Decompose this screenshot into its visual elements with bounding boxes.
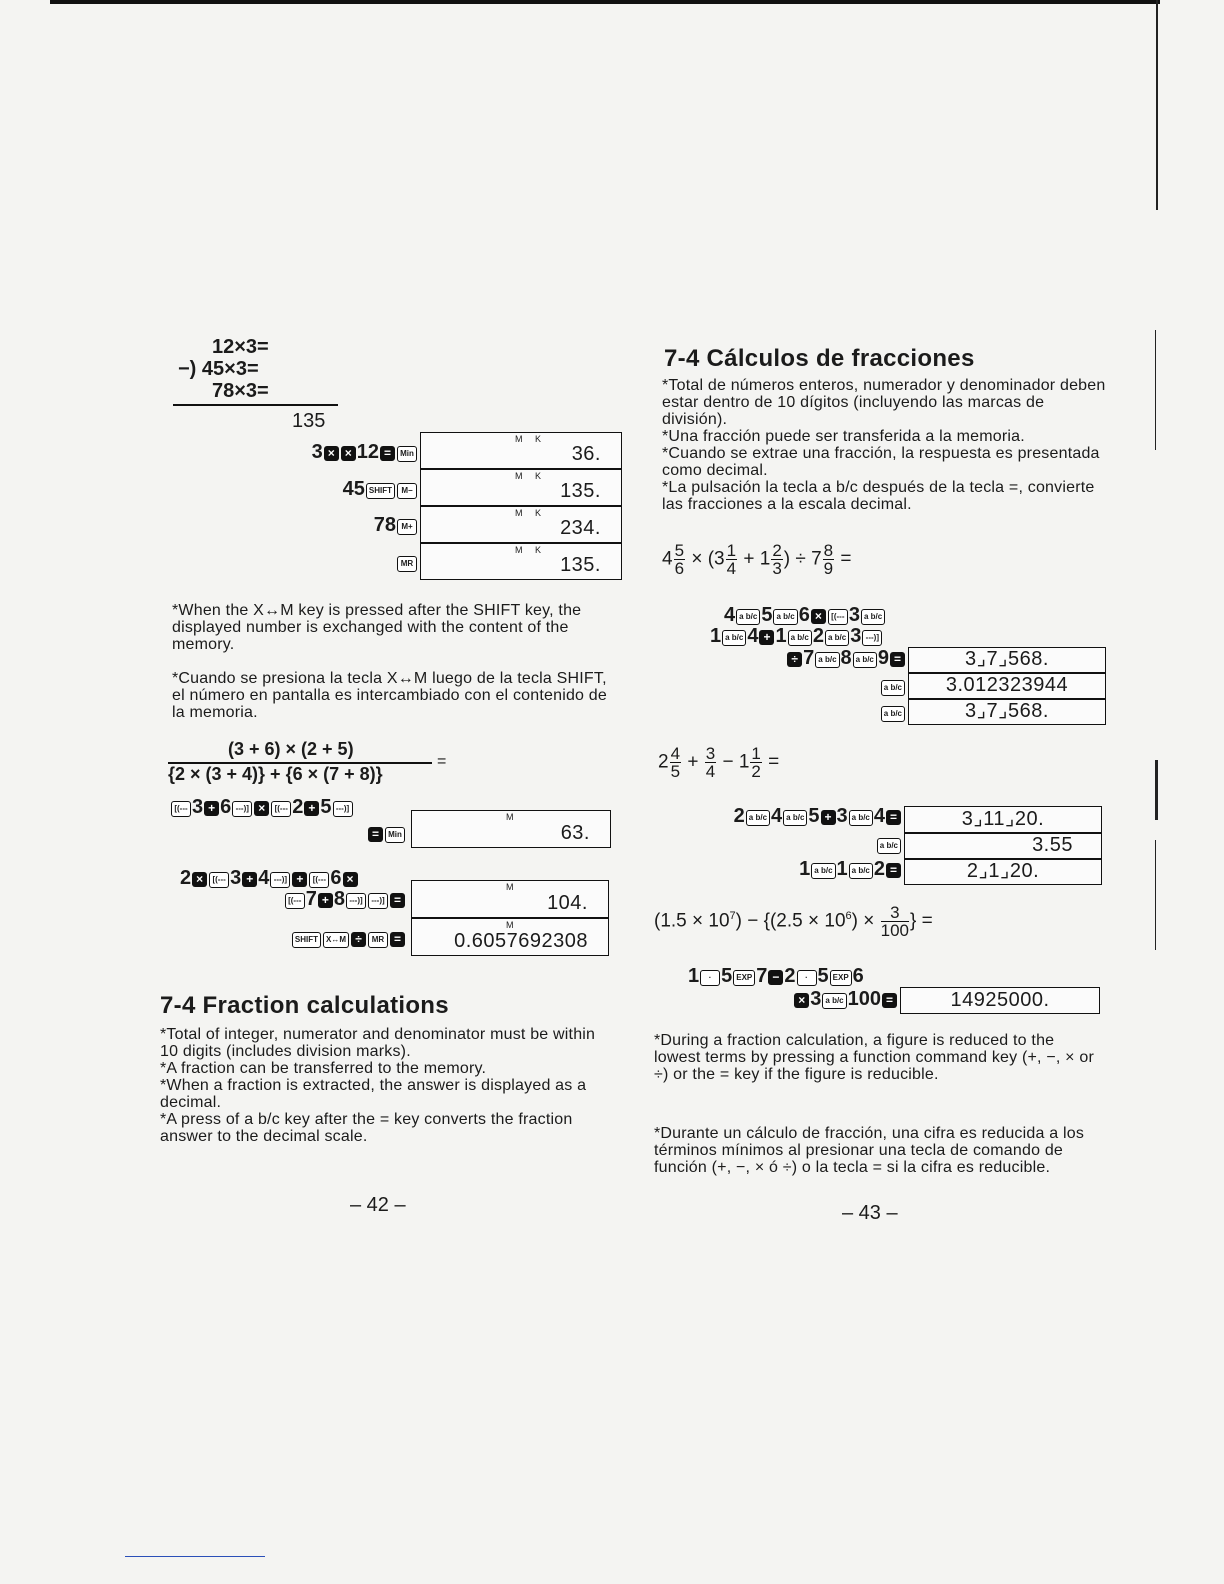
lcd-display <box>904 833 1102 859</box>
lcd-display <box>420 543 622 580</box>
bullet-item: *Total de números enteros, numerador y denominador deben estar dentro de 10 dígitos (incluyendo las marcas de división). <box>662 377 1106 428</box>
bullet-item: *When a fraction is extracted, the answer is displayed as a decimal. <box>160 1077 587 1111</box>
bullet-item: *Cuando se extrae una fracción, la respuesta es presentada como decimal. <box>662 445 1100 479</box>
display-value: 3⌟11⌟20. <box>961 808 1045 830</box>
memory-indicator: M K <box>515 434 547 444</box>
display-value: 36. <box>571 443 601 465</box>
bullet-list-spanish <box>662 377 1110 513</box>
lcd-display <box>908 673 1106 699</box>
display-value: 3.012323944 <box>945 674 1069 696</box>
memory-indicator: M K <box>515 545 547 555</box>
memory-line: −) 45×3= <box>178 358 259 380</box>
key-sequence: MR <box>260 551 418 574</box>
key-sequence: 45 SHIFT M− <box>260 478 418 501</box>
lcd-display <box>411 810 611 848</box>
key-sequence: 4 a b/c 5 a b/c 6 × [(--- 3 a b/c <box>700 604 906 627</box>
display-value: 14925000. <box>950 989 1050 1011</box>
note-spanish: *Cuando se presiona la tecla X↔M luego de la tecla SHIFT, el número en pantalla es intercambiado con el contenido de la memoria. <box>172 670 607 721</box>
bullet-item: *Una fracción puede ser transferida a la memoria. <box>662 428 1025 445</box>
display-value: 2⌟1⌟20. <box>966 860 1040 882</box>
memory-indicator: M <box>506 812 519 822</box>
key-sequence: a b/c <box>690 833 902 856</box>
top-border <box>50 0 1160 4</box>
key-sequence: 1 a b/c 1 a b/c 2 = <box>690 858 902 881</box>
memory-indicator: M <box>506 882 519 892</box>
lcd-display <box>411 880 609 918</box>
display-value: 135. <box>560 480 601 502</box>
key-sequence: 2 × [(--- 3 + 4 ---)] + [(--- 6 × <box>180 867 406 890</box>
key-sequence: a b/c <box>700 701 906 724</box>
display-value: 104. <box>547 892 588 914</box>
lcd-display <box>900 987 1100 1014</box>
lcd-display <box>420 469 622 506</box>
bullet-list-english <box>160 1026 610 1145</box>
right-edge-line <box>1155 760 1158 820</box>
display-value: 0.6057692308 <box>454 930 588 952</box>
display-value: 3.55 <box>1032 834 1073 856</box>
note-spanish: *Durante un cálculo de fracción, una cifra es reducida a los términos mínimos al presionar una tecla de comando de función (+, −, × ó ÷) o la tecla = si la cifra es reducible. <box>654 1125 1085 1176</box>
right-edge-line <box>1155 330 1156 450</box>
display-value: 234. <box>560 517 601 539</box>
bullet-item: *Total of integer, numerator and denominator must be within 10 digits (includes division marks). <box>160 1026 596 1060</box>
memory-indicator: M K <box>515 508 547 518</box>
bullet-item: *A press of a b/c key after the = key converts the fraction answer to the decimal scale. <box>160 1111 573 1145</box>
formula: 2 $\frac{4}{5}$ + $\frac{3}{4}$ − 1 $\frac{1}{2}$ = <box>658 744 780 781</box>
lcd-display <box>420 506 622 543</box>
section-title-spanish: 7-4 Cálculos de fracciones <box>664 345 975 372</box>
right-edge-line <box>1156 0 1158 210</box>
bullet-item: *A fraction can be transferred to the memory. <box>160 1060 487 1077</box>
bottom-mark <box>125 1556 265 1557</box>
key-sequence: 1 a b/c 4 + 1 a b/c 2 a b/c 3 ---)] <box>700 625 906 648</box>
key-sequence: [(--- 7 + 8 ---)] ---)] = <box>230 888 406 911</box>
memory-line: 12×3= <box>212 336 269 358</box>
key-sequence: 1 · 5 EXP 7 − 2 · 5 EXP 6 <box>688 965 864 987</box>
key-sequence: 2 a b/c 4 a b/c 5 + 3 a b/c 4 = <box>690 805 902 828</box>
sum-rule <box>173 404 338 406</box>
display-value: 3⌟7⌟568. <box>965 700 1049 722</box>
lcd-display <box>904 806 1102 833</box>
display-value: 135. <box>560 554 601 576</box>
key-sequence: SHIFT X↔M ÷ MR = <box>230 927 406 950</box>
key-sequence: ÷ 7 a b/c 8 a b/c 9 = <box>700 647 906 670</box>
lcd-display <box>904 859 1102 885</box>
key-sequence: × 3 a b/c 100 = <box>688 988 898 1011</box>
key-sequence: = Min <box>300 822 406 845</box>
key-sequence: 3 × × 12 = Min <box>260 441 418 464</box>
note-english: *When the X↔M key is pressed after the SHIFT key, the displayed number is exchanged with the content of the memory. <box>172 602 582 653</box>
lcd-display <box>908 699 1106 725</box>
bullet-item: *La pulsación la tecla a b/c después de la tecla =, convierte las fracciones a la escala decimal. <box>662 479 1095 513</box>
key-sequence: a b/c <box>700 675 906 698</box>
formula-denominator: {2 × (3 + 4)} + {6 × (7 + 8)} <box>168 764 383 784</box>
key-sequence: [(--- 3 + 6 ---)] × [(--- 2 + 5 ---)] <box>170 796 406 819</box>
note-english: *During a fraction calculation, a figure is reduced to the lowest terms by pressing a function command key (+, −, × or ÷) or the = key if the figure is reducible. <box>654 1032 1094 1083</box>
page-number-right: – 43 – <box>842 1202 898 1224</box>
memory-indicator: M <box>506 920 519 930</box>
lcd-display <box>908 647 1106 673</box>
lcd-display <box>411 918 609 956</box>
key-sequence: 78 M+ <box>260 514 418 537</box>
memory-result: 135 <box>292 410 326 432</box>
memory-indicator: M K <box>515 471 547 481</box>
lcd-display <box>420 432 622 469</box>
display-value: 63. <box>560 822 590 844</box>
section-title-english: 7-4 Fraction calculations <box>160 992 449 1019</box>
memory-line: 78×3= <box>212 380 269 402</box>
formula: 4 $\frac{5}{6}$ × (3 $\frac{1}{4}$ + 1 $\frac{2}{3}$ ) ÷ 7 $\frac{8}{9}$ = <box>662 541 852 578</box>
formula-equals: = <box>437 753 447 770</box>
formula: $(1.5 \times 10^7) - \{(2.5 \times 10^6)$ × $\frac{3}{100}$ } = <box>654 903 933 940</box>
formula-numerator: (3 + 6) × (2 + 5) <box>228 739 354 759</box>
right-edge-line <box>1155 840 1156 950</box>
page-number-left: – 42 – <box>350 1194 406 1216</box>
display-value: 3⌟7⌟568. <box>965 648 1049 670</box>
